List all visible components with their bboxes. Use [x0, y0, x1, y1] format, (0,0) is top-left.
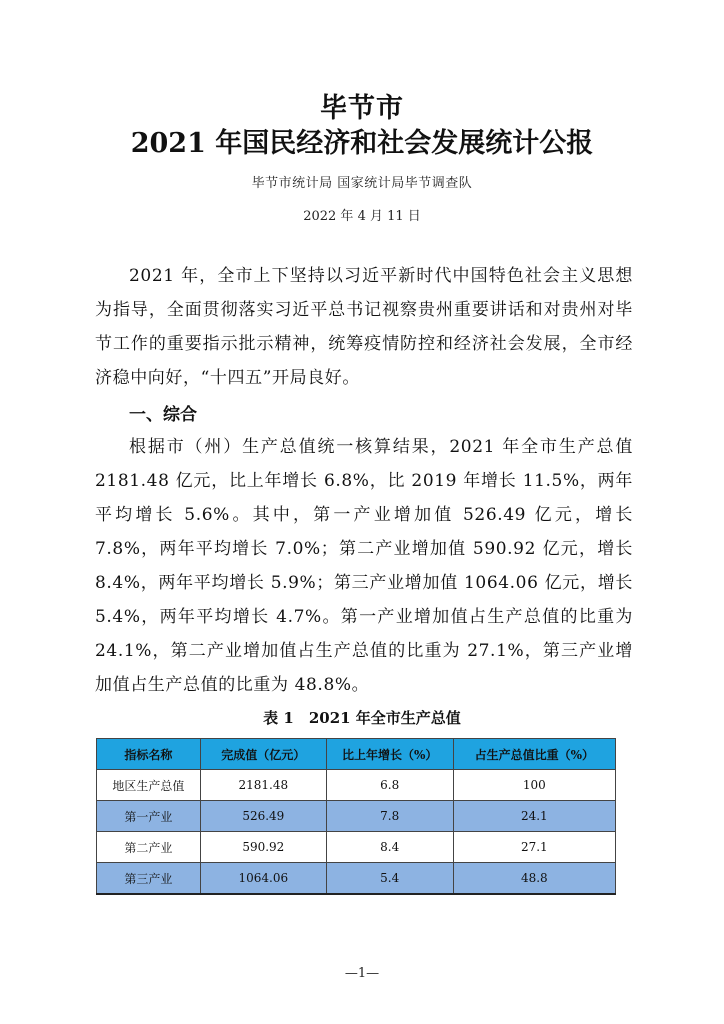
table-cell: 7.8	[326, 801, 453, 832]
table-row	[97, 832, 616, 863]
table-cell: 24.1	[453, 801, 615, 832]
table-cell: 27.1	[453, 832, 615, 863]
table-cell: 1064.06	[200, 863, 326, 895]
table-cell: 8.4	[326, 832, 453, 863]
table-header-row	[97, 739, 616, 770]
page-number: —1—	[344, 966, 380, 981]
publication-date: 2022 年 4 月 11 日	[303, 209, 421, 224]
table-row	[97, 801, 616, 832]
table-cell: 第一产业	[97, 801, 201, 832]
column-header: 完成值（亿元）	[200, 739, 326, 770]
intro-paragraph: 2021 年，全市上下坚持以习近平新时代中国特色社会主义思想为指导，全面贯彻落实习近平总书记视察贵州重要讲话和对贵州对毕节工作的重要指示批示精神，统筹疫情防控和经济社会发展，全市经济稳中向好，“十四五”开局良好。	[95, 266, 633, 388]
table-cell: 100	[453, 770, 615, 801]
table-row	[97, 770, 616, 801]
table-row	[97, 863, 616, 895]
section-heading: 一、综合	[129, 405, 197, 425]
table-cell: 地区生产总值	[97, 770, 201, 801]
gdp-table	[96, 738, 616, 895]
table-cell: 第三产业	[97, 863, 201, 895]
report-title-line2: 2021 年国民经济和社会发展统计公报	[130, 128, 594, 159]
report-title-line1: 毕节市	[320, 93, 404, 124]
table-caption: 表 1 2021 年全市生产总值	[263, 709, 461, 727]
table-cell: 590.92	[200, 832, 326, 863]
table-cell: 6.8	[326, 770, 453, 801]
column-header: 比上年增长（%）	[326, 739, 453, 770]
column-header: 指标名称	[97, 739, 201, 770]
table-cell: 第二产业	[97, 832, 201, 863]
table-cell: 526.49	[200, 801, 326, 832]
table-cell: 48.8	[453, 863, 615, 895]
section-paragraph: 根据市（州）生产总值统一核算结果，2021 年全市生产总值 2181.48 亿元，比上年增长 6.8%，比 2019 年增长 11.5%，两年平均增长 5.6%。其中，第一产业增加值 526.49 亿元，增长 7.8%，两年平均增长 7.0%；第二产业增加值 590.92 亿元，增长 8.4%，两年平均增长 5.9%；第三产业增加值 1064.06 亿元，增长 5.4%，两年平均增长 4.7%。第一产业增加值占生产总值的比重为 24.1%，第二产业增加值占生产总值的比重为 27.1%，第三产业增加值占生产总值的比重为 48.8%。	[95, 437, 633, 695]
issuing-organization: 毕节市统计局 国家统计局毕节调查队	[251, 176, 473, 191]
column-header: 占生产总值比重（%）	[453, 739, 615, 770]
table-cell: 2181.48	[200, 770, 326, 801]
table-cell: 5.4	[326, 863, 453, 895]
